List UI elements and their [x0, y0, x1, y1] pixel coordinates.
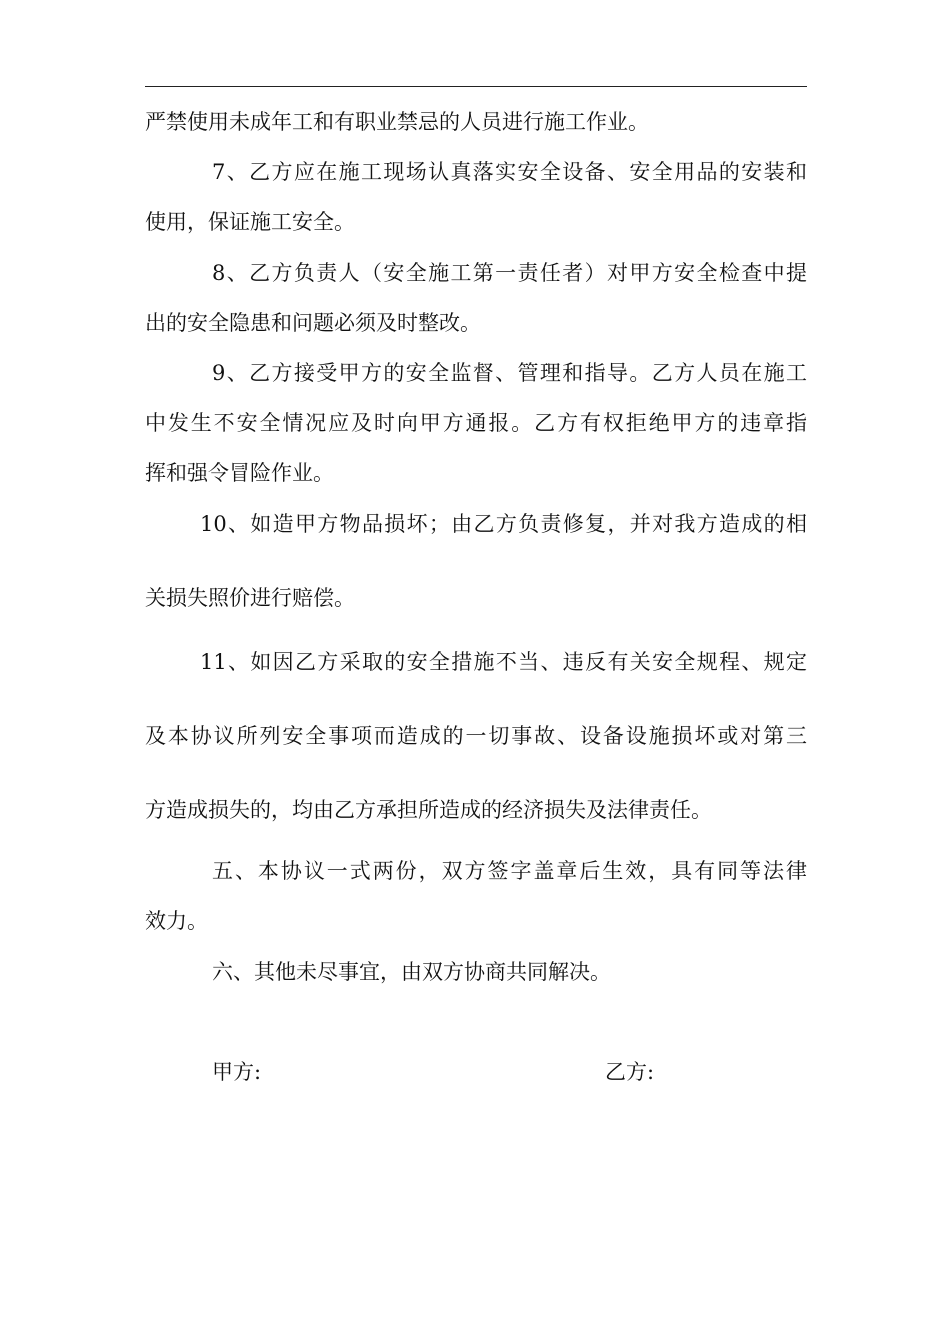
clause-10-line-1: 10、如造甲方物品损坏；由乙方负责修复，并对我方造成的相 — [200, 512, 807, 536]
party-a-signature-label: 甲方: — [212, 1060, 262, 1084]
section-5-line-1: 五、本协议一式两份，双方签字盖章后生效，具有同等法律 — [212, 859, 807, 883]
section-5-line-2: 效力。 — [145, 909, 208, 933]
clause-8-line-2: 出的安全隐患和问题必须及时整改。 — [145, 311, 481, 335]
clause-11-line-1: 11、如因乙方采取的安全措施不当、违反有关安全规程、规定 — [200, 650, 807, 674]
clause-8-line-1: 8、乙方负责人（安全施工第一责任者）对甲方安全检查中提 — [212, 261, 807, 285]
section-6-line: 六、其他未尽事宜，由双方协商共同解决。 — [212, 960, 611, 984]
clause-9-line-1: 9、乙方接受甲方的安全监督、管理和指导。乙方人员在施工 — [212, 361, 807, 385]
party-b-signature-label: 乙方: — [605, 1060, 655, 1084]
header-rule — [145, 86, 807, 87]
text-line: 严禁使用未成年工和有职业禁忌的人员进行施工作业。 — [145, 110, 649, 134]
clause-7-line-1: 7、乙方应在施工现场认真落实安全设备、安全用品的安装和 — [212, 160, 807, 184]
clause-11-line-2: 及本协议所列安全事项而造成的一切事故、设备设施损坏或对第三 — [145, 724, 807, 748]
clause-7-line-2: 使用，保证施工安全。 — [145, 210, 355, 234]
clause-9-line-3: 挥和强令冒险作业。 — [145, 461, 334, 485]
clause-11-line-3: 方造成损失的，均由乙方承担所造成的经济损失及法律责任。 — [145, 798, 712, 822]
clause-9-line-2: 中发生不安全情况应及时向甲方通报。乙方有权拒绝甲方的违章指 — [145, 411, 807, 435]
clause-10-line-2: 关损失照价进行赔偿。 — [145, 586, 355, 610]
